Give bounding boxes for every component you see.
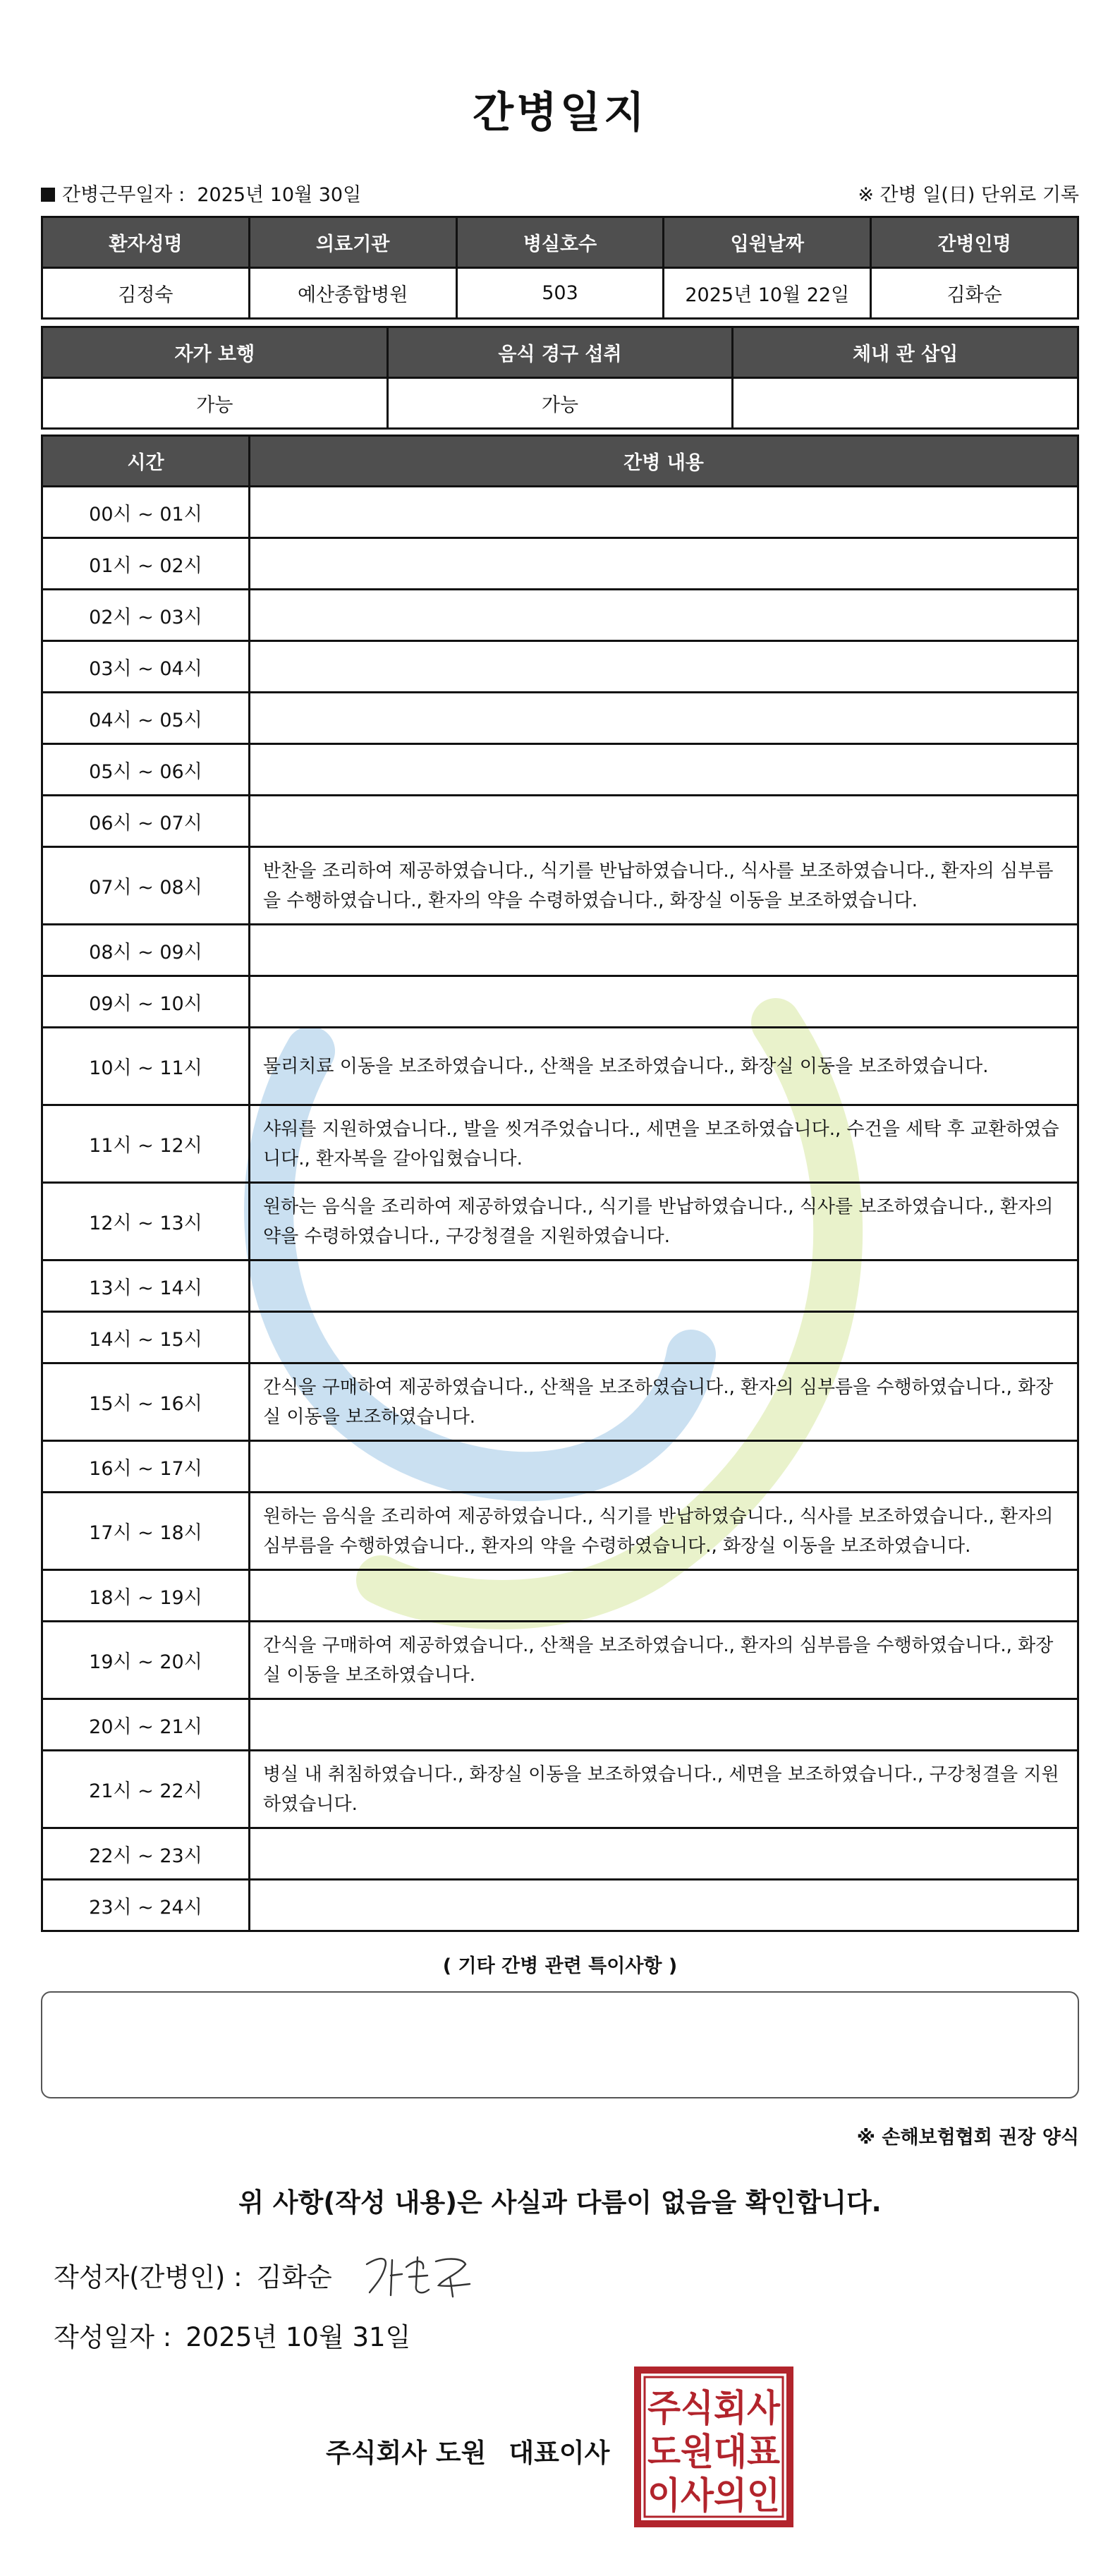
log-row — [42, 1260, 1078, 1312]
log-time-cell: 10시 ~ 11시 — [42, 1028, 250, 1105]
log-row — [42, 744, 1078, 796]
value-admission-date: 2025년 10월 22일 — [664, 268, 871, 319]
header-time: 시간 — [42, 436, 250, 487]
log-row — [42, 796, 1078, 847]
value-caregiver: 김화순 — [871, 268, 1078, 319]
log-time-cell: 21시 ~ 22시 — [42, 1751, 250, 1828]
write-date-line — [54, 2316, 410, 2354]
log-time-cell: 03시 ~ 04시 — [42, 641, 250, 693]
log-time-cell: 20시 ~ 21시 — [42, 1699, 250, 1751]
log-row — [42, 1493, 1078, 1570]
log-time-cell: 05시 ~ 06시 — [42, 744, 250, 796]
header-admission-date: 입원날짜 — [664, 217, 871, 268]
log-time-cell: 19시 ~ 20시 — [42, 1622, 250, 1699]
log-row — [42, 1105, 1078, 1183]
log-row — [42, 925, 1078, 976]
log-row — [42, 1183, 1078, 1260]
log-row — [42, 1028, 1078, 1105]
status-value-row — [42, 378, 1078, 429]
work-date-label: 간병근무일자 : — [62, 184, 185, 206]
log-time-cell: 17시 ~ 18시 — [42, 1493, 250, 1570]
recommend-note: ※ 손해보험협회 권장 양식 — [856, 2127, 1079, 2149]
patient-header-row — [42, 217, 1078, 268]
log-content-cell: 반찬을 조리하여 제공하였습니다., 식기를 반납하였습니다., 식사를 보조하였습니다., 환자의 심부름을 수행하였습니다., 환자의 약을 수령하였습니다., 화장실 이동을 보조하였습니다. — [250, 847, 1078, 925]
log-time-cell: 06시 ~ 07시 — [42, 796, 250, 847]
company-line — [326, 2431, 609, 2469]
log-time-cell: 07시 ~ 08시 — [42, 847, 250, 925]
patient-info-table — [41, 216, 1079, 320]
header-oral-intake: 음식 경구 섭취 — [387, 327, 733, 378]
value-patient-name: 김정숙 — [42, 268, 250, 319]
log-time-cell: 02시 ~ 03시 — [42, 590, 250, 641]
log-time-cell: 00시 ~ 01시 — [42, 487, 250, 538]
company-name: 주식회사 도원 — [326, 2438, 487, 2468]
care-log-table — [41, 435, 1079, 1932]
log-row — [42, 847, 1078, 925]
value-self-walking: 가능 — [42, 378, 388, 429]
log-content-cell — [250, 1699, 1078, 1751]
log-content-cell — [250, 1570, 1078, 1622]
log-content-cell — [250, 1312, 1078, 1363]
log-header-row — [42, 436, 1078, 487]
log-row — [42, 1312, 1078, 1363]
log-time-cell: 09시 ~ 10시 — [42, 976, 250, 1028]
log-row — [42, 1699, 1078, 1751]
work-date-value: 2025년 10월 30일 — [197, 184, 362, 206]
confirm-statement: 위 사항(작성 내용)은 사실과 다름이 없음을 확인합니다. — [238, 2187, 882, 2218]
log-row — [42, 1441, 1078, 1493]
log-content-cell: 원하는 음식을 조리하여 제공하였습니다., 식기를 반납하였습니다., 식사를 보조하였습니다., 환자의 약을 수령하였습니다., 구강청결을 지원하였습니다. — [250, 1183, 1078, 1260]
log-content-cell: 원하는 음식을 조리하여 제공하였습니다., 식기를 반납하였습니다., 식사를 보조하였습니다., 환자의 심부름을 수행하였습니다., 환자의 약을 수령하였습니다., 화장실 이동을 보조하였습니다. — [250, 1493, 1078, 1570]
patient-value-row — [42, 268, 1078, 319]
unit-note: ※ 간병 일(日) 단위로 기록 — [858, 184, 1079, 206]
value-tube-insertion — [733, 378, 1078, 429]
header-caregiver: 간병인명 — [871, 217, 1078, 268]
log-time-cell: 23시 ~ 24시 — [42, 1880, 250, 1931]
value-oral-intake: 가능 — [387, 378, 733, 429]
log-time-cell: 18시 ~ 19시 — [42, 1570, 250, 1622]
log-body — [42, 487, 1078, 1931]
log-row — [42, 1880, 1078, 1931]
log-content-cell — [250, 487, 1078, 538]
log-content-cell — [250, 590, 1078, 641]
work-date — [41, 179, 361, 207]
log-time-cell: 04시 ~ 05시 — [42, 693, 250, 744]
log-row — [42, 590, 1078, 641]
log-time-cell: 01시 ~ 02시 — [42, 538, 250, 590]
log-content-cell — [250, 693, 1078, 744]
header-tube-insertion: 체내 관 삽입 — [733, 327, 1078, 378]
patient-status-table — [41, 326, 1079, 430]
log-content-cell — [250, 796, 1078, 847]
handwritten-signature — [360, 2243, 480, 2307]
log-row — [42, 1622, 1078, 1699]
log-content-cell — [250, 1441, 1078, 1493]
log-content-cell — [250, 1880, 1078, 1931]
writer-value: 김화순 — [256, 2262, 332, 2292]
log-content-cell — [250, 976, 1078, 1028]
log-time-cell: 15시 ~ 16시 — [42, 1363, 250, 1441]
log-row — [42, 1751, 1078, 1828]
log-content-cell — [250, 925, 1078, 976]
log-row — [42, 976, 1078, 1028]
svg-text:주식회사: 주식회사 — [647, 2388, 781, 2430]
square-bullet-icon — [41, 188, 55, 202]
log-content-cell — [250, 744, 1078, 796]
log-row — [42, 1828, 1078, 1880]
log-content-cell: 샤워를 지원하였습니다., 발을 씻겨주었습니다., 세면을 보조하였습니다., 수건을 세탁 후 교환하였습니다., 환자복을 갈아입혔습니다. — [250, 1105, 1078, 1183]
header-content: 간병 내용 — [250, 436, 1078, 487]
log-time-cell: 22시 ~ 23시 — [42, 1828, 250, 1880]
page-title: 간병일지 — [473, 88, 647, 138]
log-time-cell: 08시 ~ 09시 — [42, 925, 250, 976]
log-content-cell — [250, 641, 1078, 693]
header-hospital: 의료기관 — [249, 217, 456, 268]
log-content-cell: 간식을 구매하여 제공하였습니다., 산책을 보조하였습니다., 환자의 심부름을 수행하였습니다., 화장실 이동을 보조하였습니다. — [250, 1622, 1078, 1699]
log-row — [42, 1570, 1078, 1622]
write-date-label: 작성일자 : — [54, 2322, 172, 2352]
log-row — [42, 538, 1078, 590]
log-content-cell: 병실 내 취침하였습니다., 화장실 이동을 보조하였습니다., 세면을 보조하였습니다., 구강청결을 지원하였습니다. — [250, 1751, 1078, 1828]
notes-title: ( 기타 간병 관련 특이사항 ) — [442, 1955, 678, 1977]
log-content-cell — [250, 1260, 1078, 1312]
header-patient-name: 환자성명 — [42, 217, 250, 268]
header-room: 병실호수 — [456, 217, 664, 268]
log-content-cell: 물리치료 이동을 보조하였습니다., 산책을 보조하였습니다., 화장실 이동을 보조하였습니다. — [250, 1028, 1078, 1105]
log-content-cell — [250, 1828, 1078, 1880]
log-row — [42, 1363, 1078, 1441]
svg-text:이사의인: 이사의인 — [647, 2475, 780, 2517]
svg-text:도원대표: 도원대표 — [647, 2431, 780, 2474]
log-time-cell: 14시 ~ 15시 — [42, 1312, 250, 1363]
log-row — [42, 487, 1078, 538]
log-content-cell: 간식을 구매하여 제공하였습니다., 산책을 보조하였습니다., 환자의 심부름을 수행하였습니다., 화장실 이동을 보조하였습니다. — [250, 1363, 1078, 1441]
log-content-cell — [250, 538, 1078, 590]
writer-line — [54, 2256, 332, 2294]
log-row — [42, 693, 1078, 744]
log-time-cell: 16시 ~ 17시 — [42, 1441, 250, 1493]
status-header-row — [42, 327, 1078, 378]
notes-box — [41, 1991, 1079, 2098]
company-seal-stamp — [633, 2366, 794, 2528]
value-hospital: 예산종합병원 — [249, 268, 456, 319]
log-row — [42, 641, 1078, 693]
header-self-walking: 자가 보행 — [42, 327, 388, 378]
company-rep: 대표이사 — [509, 2438, 610, 2468]
value-room: 503 — [456, 268, 664, 319]
log-time-cell: 11시 ~ 12시 — [42, 1105, 250, 1183]
write-date-value: 2025년 10월 31일 — [185, 2322, 411, 2352]
log-time-cell: 12시 ~ 13시 — [42, 1183, 250, 1260]
log-time-cell: 13시 ~ 14시 — [42, 1260, 250, 1312]
writer-label: 작성자(간병인) : — [54, 2262, 243, 2292]
